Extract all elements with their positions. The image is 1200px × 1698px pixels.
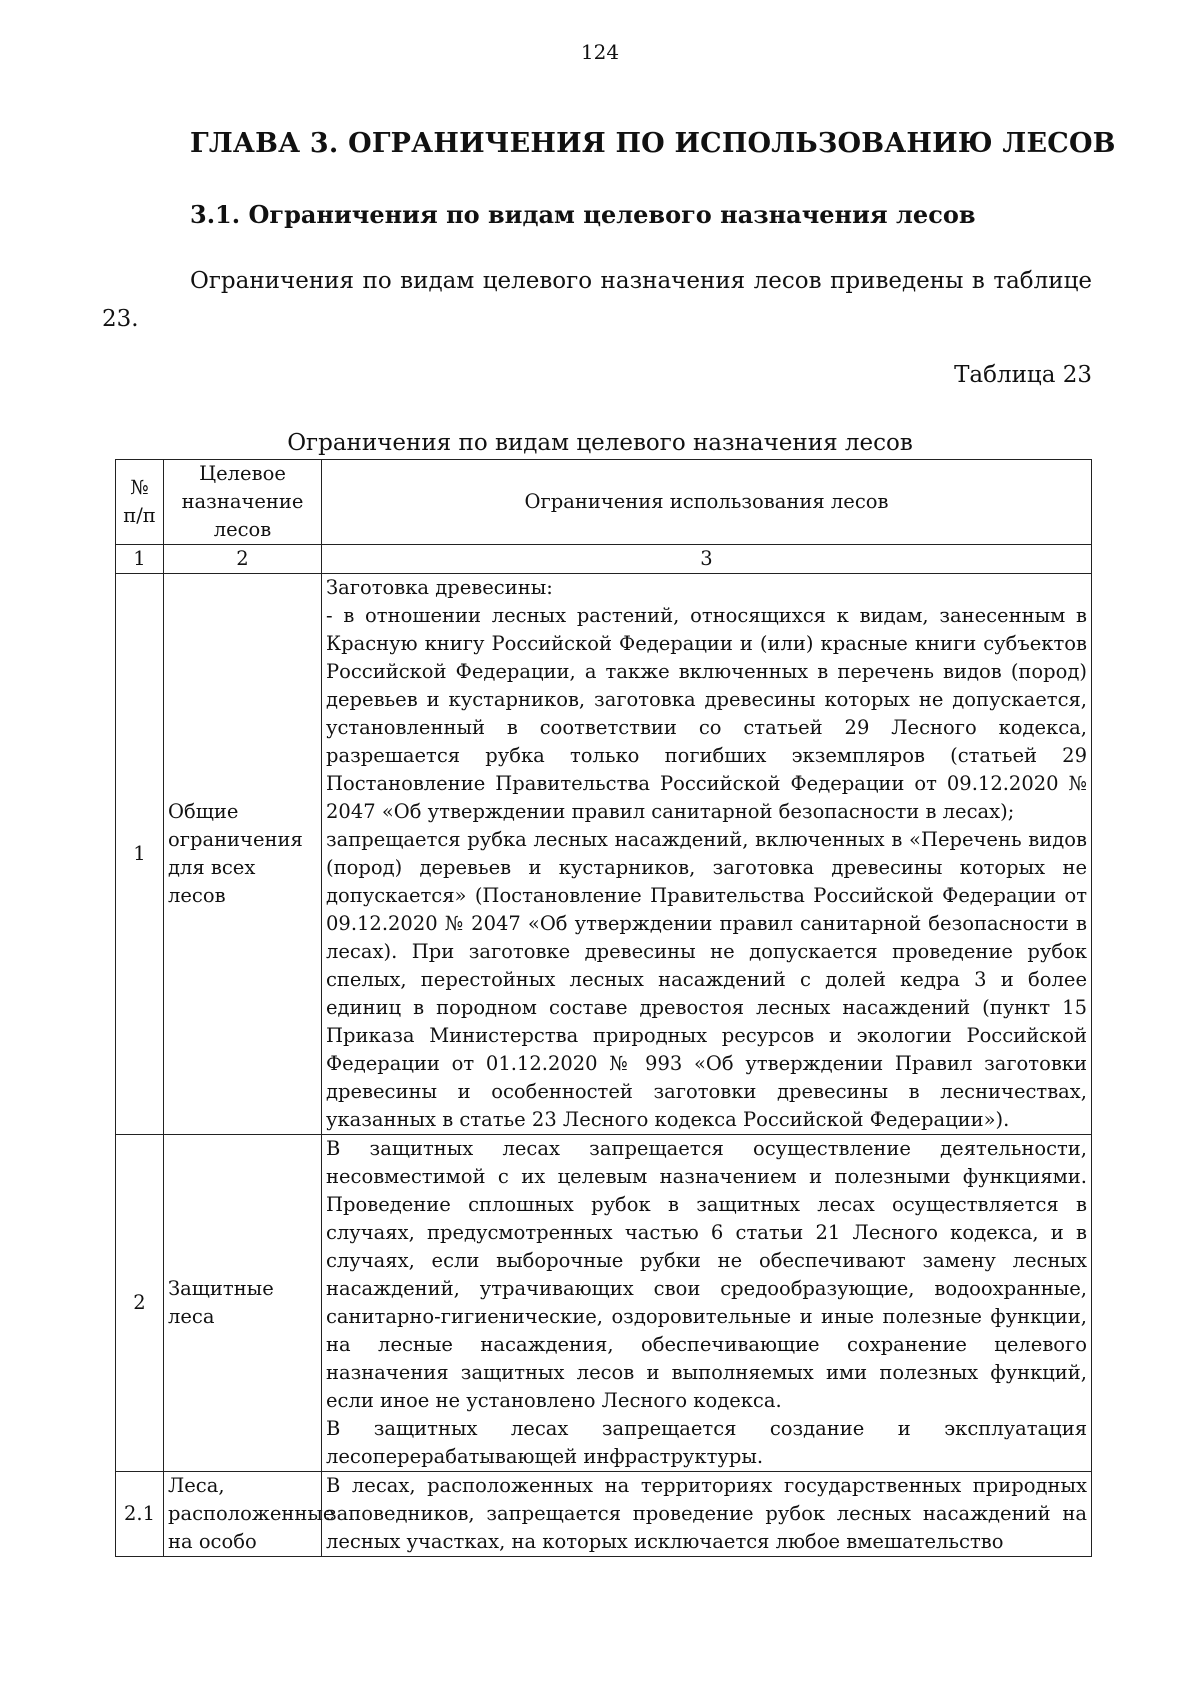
header-purpose: Целевое назначение лесов [164, 460, 322, 545]
page-number: 124 [580, 40, 620, 64]
table-row [116, 1135, 1092, 1472]
row-number: 1 [116, 574, 164, 1135]
row-purpose [164, 1472, 335, 1557]
restrictions-table [115, 459, 1092, 1557]
row-number: 2.1 [116, 1472, 164, 1557]
header-num: № п/п [116, 460, 164, 545]
column-number: 2 [164, 545, 322, 574]
column-number: 3 [322, 545, 1092, 574]
section-title: 3.1. Ограничения по видам целевого назначения лесов [190, 200, 976, 229]
column-number-row [116, 545, 1092, 574]
restriction-paragraph: В защитных лесах запрещается создание и эксплуатация лесоперерабатывающей инфраструктуры. [326, 1417, 1087, 1468]
restriction-paragraph: запрещается рубка лесных насаждений, включенных в «Перечень видов (пород) деревьев и кустарников, заготовка древесины которых не допускается» (Постановление Правительства Российской Федерации от 09.12.2020 № 2047 «Об утверждении правил санитарной безопасности в лесах). При заготовке древесины не допускается проведение рубок спелых, перестойных лесных насаждений с долей кедра 3 и более единиц в породном составе древостоя лесных насаждений (пункт 15 Приказа Министерства природных ресурсов и экологии Российской Федерации от 01.12.2020 № 993 «Об утверждении Правил заготовки древесины и особенностей заготовки древесины в лесничествах, указанных в статье 23 Лесного кодекса Российской Федерации»). [326, 828, 1087, 1131]
row-restrictions [322, 574, 1092, 1135]
column-number: 1 [116, 545, 164, 574]
row-purpose-text: Леса, расположенные на особо [168, 1474, 335, 1553]
chapter-title: ГЛАВА 3. ОГРАНИЧЕНИЯ ПО ИСПОЛЬЗОВАНИЮ ЛЕСОВ [190, 128, 1116, 159]
table-label: Таблица 23 [954, 362, 1092, 388]
table-caption: Ограничения по видам целевого назначения лесов [287, 430, 913, 456]
intro-paragraph: Ограничения по видам целевого назначения лесов приведены в таблице 23. [102, 268, 1092, 332]
row-purpose: Общие ограничения для всех лесов [164, 574, 322, 1135]
table-header-row [116, 460, 1092, 545]
table-row [116, 1472, 1092, 1557]
row-restrictions [322, 1135, 1092, 1472]
table-row [116, 574, 1092, 1135]
row-number: 2 [116, 1135, 164, 1472]
restriction-paragraph: - в отношении лесных растений, относящихся к видам, занесенным в Красную книгу Российской Федерации и (или) красные книги субъектов Российской Федерации, а также включенных в перечень видов (пород) деревьев и кустарников, заготовка древесины которых не допускается, установленный в соответствии со статьей 29 Лесного кодекса, разрешается рубка только погибших экземпляров (статьей 29 Постановление Правительства Российской Федерации от 09.12.2020 № 2047 «Об утверждении правил санитарной безопасности в лесах); [326, 604, 1087, 823]
restriction-paragraph: В защитных лесах запрещается осуществление деятельности, несовместимой с их целевым назначением и полезными функциями. Проведение сплошных рубок в защитных лесах осуществляется в случаях, предусмотренных частью 6 статьи 21 Лесного кодекса, и в случаях, если выборочные рубки не обеспечивают замену лесных насаждений, утрачивающих свои средообразующие, водоохранные, санитарно-гигиенические, оздоровительные и иные полезные функции, на лесные насаждения, обеспечивающие сохранение целевого назначения защитных лесов и выполняемых ими полезных функций, если иное не установлено Лесного кодекса. [326, 1137, 1087, 1412]
row-restrictions [322, 1472, 1092, 1557]
row-purpose: Защитные леса [164, 1135, 322, 1472]
header-restrictions: Ограничения использования лесов [322, 460, 1092, 545]
restriction-paragraph: Заготовка древесины: [326, 576, 553, 599]
restriction-paragraph: В лесах, расположенных на территориях государственных природных заповедников, запрещается проведение рубок лесных насаждений на лесных участках, на которых исключается любое вмешательство [326, 1474, 1087, 1553]
